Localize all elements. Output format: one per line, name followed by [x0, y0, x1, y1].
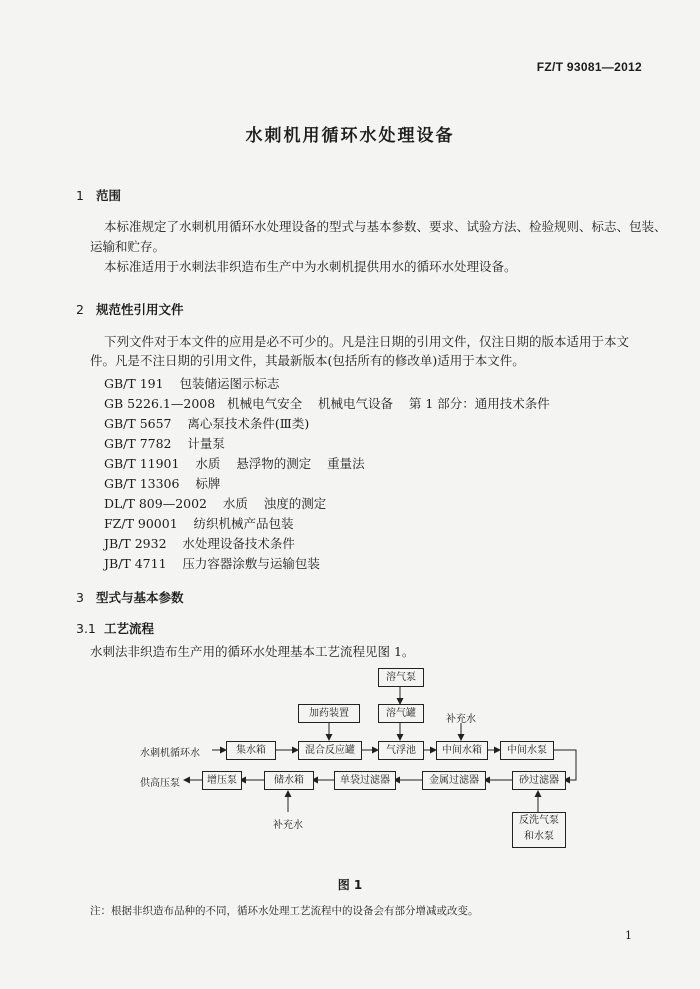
mix-reaction-tank-box: 混合反应罐 — [298, 741, 362, 760]
reference-item: JB/T 4711 压力容器涂敷与运输包装 — [104, 556, 320, 571]
booster-pump-box: 增压泵 — [202, 771, 242, 790]
section-title: 工艺流程 — [104, 621, 155, 636]
section-title: 范围 — [96, 188, 122, 203]
s1-para1-line2: 运输和贮存。 — [90, 239, 166, 254]
section-1-heading — [76, 186, 121, 204]
section-number: 2 — [76, 302, 84, 317]
reference-item: GB/T 191 包装储运图示标志 — [104, 376, 280, 391]
intermediate-pump-box: 中间水泵 — [500, 741, 554, 760]
reference-item: GB/T 5657 离心泵技术条件(Ⅲ类) — [104, 416, 310, 431]
inlet-label: 水刺机循环水 — [140, 748, 200, 759]
section-number: 3.1 — [76, 621, 96, 636]
s1-para2: 本标准适用于水刺法非织造布生产中为水刺机提供用水的循环水处理设备。 — [104, 259, 517, 274]
reference-item: JB/T 2932 水处理设备技术条件 — [104, 536, 295, 551]
sand-filter-box: 砂过滤器 — [512, 771, 566, 790]
dissolve-pump-box: 溶气泵 — [378, 668, 424, 687]
backwash-pumps-box — [512, 812, 566, 848]
section-number: 1 — [76, 188, 84, 203]
metal-filter-box: 金属过滤器 — [422, 771, 486, 790]
section-title: 规范性引用文件 — [96, 302, 184, 317]
makeup-water-top-label: 补充水 — [446, 714, 476, 725]
s1-para1-line1: 本标准规定了水刺机用循环水处理设备的型式与基本参数、要求、试验方法、检验规则、标志、包装、 — [104, 219, 667, 234]
document-title: 水刺机用循环水处理设备 — [245, 126, 455, 146]
process-flow-diagram — [140, 660, 590, 860]
s2-para-line2: 件。凡是不注日期的引用文件，其最新版本(包括所有的修改单)适用于本文件。 — [90, 353, 525, 368]
page-number: 1 — [625, 929, 632, 942]
section-3-1-heading — [76, 619, 154, 637]
bag-filter-box: 单袋过滤器 — [334, 771, 396, 790]
collect-tank-box: 集水箱 — [226, 741, 276, 760]
outlet-label: 供高压泵 — [140, 778, 180, 789]
reference-item: GB/T 13306 标牌 — [104, 476, 221, 491]
storage-tank-box: 储水箱 — [264, 771, 314, 790]
dissolve-tank-box: 溶气罐 — [378, 704, 424, 723]
backwash-line-2: 和水泵 — [524, 831, 554, 842]
dosing-device-box: 加药装置 — [298, 704, 360, 723]
reference-item: FZ/T 90001 纺织机械产品包装 — [104, 516, 294, 531]
figure-note: 注：根据非织造布品种的不同，循环水处理工艺流程中的设备会有部分增减或改变。 — [90, 905, 479, 917]
makeup-water-bottom-label: 补充水 — [273, 820, 303, 831]
section-number: 3 — [76, 590, 84, 605]
section-title: 型式与基本参数 — [96, 590, 184, 605]
backwash-line-1: 反洗气泵 — [519, 815, 559, 826]
section-3-heading — [76, 588, 184, 606]
s2-para-line1: 下列文件对于本文件的应用是必不可少的。凡是注日期的引用文件，仅注日期的版本适用于本文 — [104, 334, 630, 349]
reference-item: GB/T 11901 水质 悬浮物的测定 重量法 — [104, 456, 365, 471]
s31-para: 水刺法非织造布生产用的循环水处理基本工艺流程见图 1。 — [90, 644, 415, 659]
section-2-heading — [76, 300, 184, 318]
air-flotation-box: 气浮池 — [378, 741, 424, 760]
reference-item: DL/T 809—2002 水质 浊度的测定 — [104, 496, 327, 511]
standard-number: FZ/T 93081—2012 — [536, 60, 642, 74]
intermediate-tank-box: 中间水箱 — [436, 741, 488, 760]
figure-caption: 图 1 — [337, 878, 363, 892]
reference-item: GB/T 7782 计量泵 — [104, 436, 225, 451]
reference-item: GB 5226.1—2008 机械电气安全 机械电气设备 第 1 部分：通用技术条件 — [104, 396, 550, 411]
